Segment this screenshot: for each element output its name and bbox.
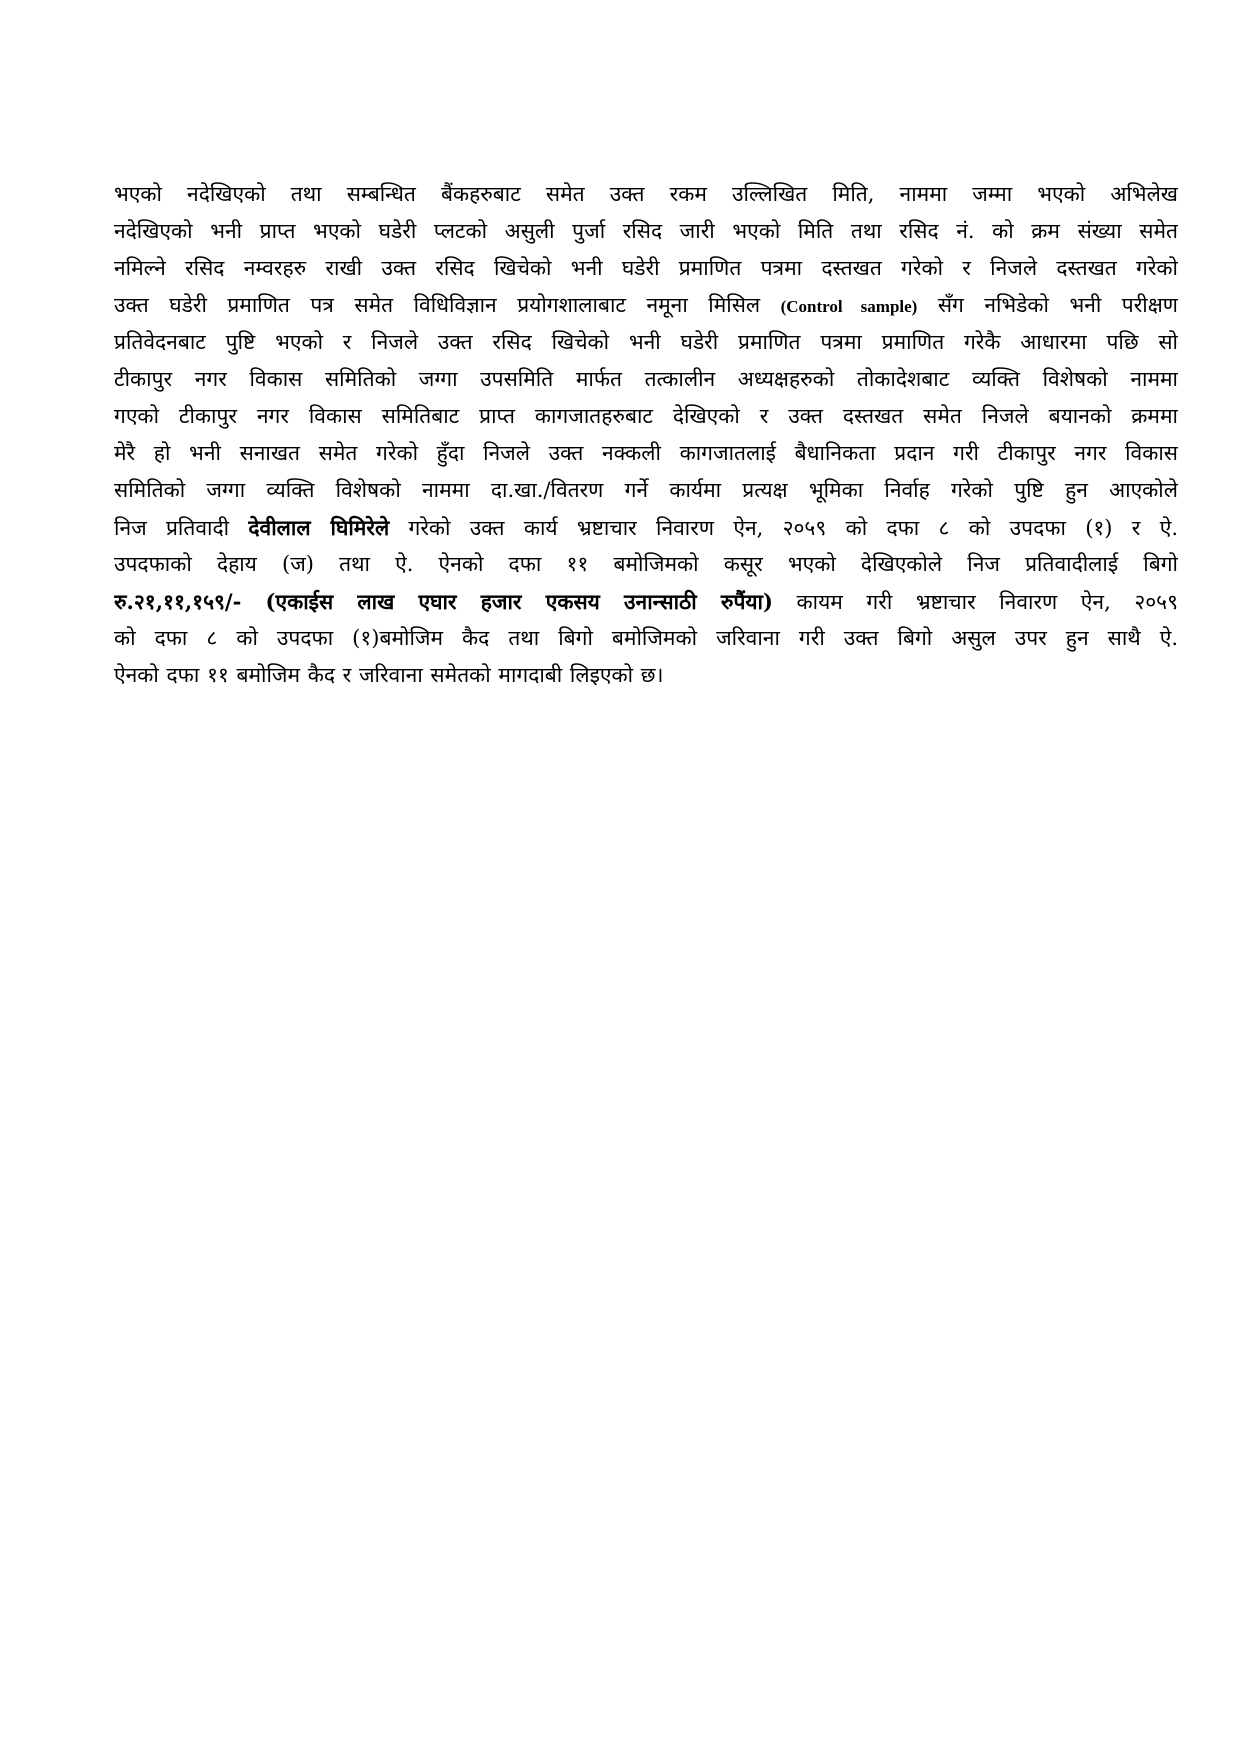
line-text: गएको टीकापुर नगर विकास समितिबाट प्राप्त कागजातहरुबाट देखिएको र उक्त दस्तखत समेत निजले बयानको क्रममा bbox=[114, 404, 1178, 428]
line-text: निज प्रतिवादी bbox=[114, 516, 249, 540]
line-text: प्रतिवेदनबाट पुष्टि भएको र निजले उक्त रसिद खिचेको भनी घडेरी प्रमाणित पत्रमा प्रमाणित गरेकै आधारमा पछि सो bbox=[114, 330, 1178, 354]
paragraph-line-8 bbox=[114, 435, 1178, 472]
amount-in-words: (एकाईस लाख एघार हजार एकसय उनान्साठी रुपैंया) bbox=[265, 589, 773, 614]
paragraph-line-7 bbox=[114, 398, 1178, 435]
body-paragraph bbox=[114, 176, 1178, 694]
line-text: ऐनको दफा ११ बमोजिम कैद र जरिवाना समेतको मागदाबी लिइएको छ। bbox=[114, 663, 664, 687]
line-text: समितिको जग्गा व्यक्ति विशेषको नाममा दा.खा./वितरण गर्ने कार्यमा प्रत्यक्ष भूमिका निर्वाह गरेको पुष्टि हुन आएकोले bbox=[114, 478, 1178, 502]
paragraph-line-5 bbox=[114, 324, 1178, 361]
paragraph-line-6 bbox=[114, 361, 1178, 398]
paragraph-line-1 bbox=[114, 176, 1178, 213]
paragraph-line-13 bbox=[114, 620, 1178, 657]
line-text: भएको नदेखिएको तथा सम्बन्धित बैंकहरुबाट समेत उक्त रकम उल्लिखित मिति, नाममा जम्मा भएको अभिलेख bbox=[114, 182, 1178, 206]
line-text: नमिल्ने रसिद नम्वरहरु राखी उक्त रसिद खिचेको भनी घडेरी प्रमाणित पत्रमा दस्तखत गरेको र निजले दस्तखत गरेको bbox=[114, 256, 1178, 280]
line-text: गरेको उक्त कार्य भ्रष्टाचार निवारण ऐन, २०५९ को दफा ८ को उपदफा (१) र ऐ. bbox=[389, 516, 1178, 540]
line-text: उपदफाको देहाय (ज) तथा ऐ. ऐनको दफा ११ बमोजिमको कसूर भएको देखिएकोले निज प्रतिवादीलाई बिगो bbox=[114, 552, 1178, 576]
paragraph-line-12 bbox=[114, 583, 1178, 620]
control-sample-term: (Control sample) bbox=[780, 297, 918, 316]
line-text: कायम गरी भ्रष्टाचार निवारण ऐन, २०५९ bbox=[772, 590, 1178, 614]
paragraph-line-10 bbox=[114, 509, 1178, 546]
line-text: को दफा ८ को उपदफा (१)बमोजिम कैद तथा बिगो बमोजिमको जरिवाना गरी उक्त बिगो असुल उपर हुन साथै ऐ. bbox=[114, 626, 1178, 650]
line-text: टीकापुर नगर विकास समितिको जग्गा उपसमिति मार्फत तत्कालीन अध्यक्षहरुको तोकादेशबाट व्यक्ति विशेषको नाममा bbox=[114, 367, 1178, 391]
line-text: नदेखिएको भनी प्राप्त भएको घडेरी प्लटको असुली पुर्जा रसिद जारी भएको मिति तथा रसिद नं. को क्रम संख्या समेत bbox=[114, 219, 1178, 243]
paragraph-line-2 bbox=[114, 213, 1178, 250]
line-text: सँग नभिडेको भनी परीक्षण bbox=[917, 293, 1178, 317]
line-text: उक्त घडेरी प्रमाणित पत्र समेत विधिविज्ञान प्रयोगशालाबाट नमूना मिसिल bbox=[114, 293, 781, 317]
paragraph-line-9 bbox=[114, 472, 1178, 509]
paragraph-line-4 bbox=[114, 287, 1178, 324]
amount-figure: रु.२१,११,१५९/- bbox=[114, 589, 266, 614]
paragraph-line-14 bbox=[114, 657, 1178, 694]
line-text: मेरै हो भनी सनाखत समेत गरेको हुँदा निजले उक्त नक्कली कागजातलाई बैधानिकता प्रदान गरी टीकापुर नगर विकास bbox=[114, 441, 1178, 465]
defendant-name: देवीलाल घिमिरेले bbox=[248, 515, 390, 540]
paragraph-line-3 bbox=[114, 250, 1178, 287]
paragraph-line-11 bbox=[114, 546, 1178, 583]
